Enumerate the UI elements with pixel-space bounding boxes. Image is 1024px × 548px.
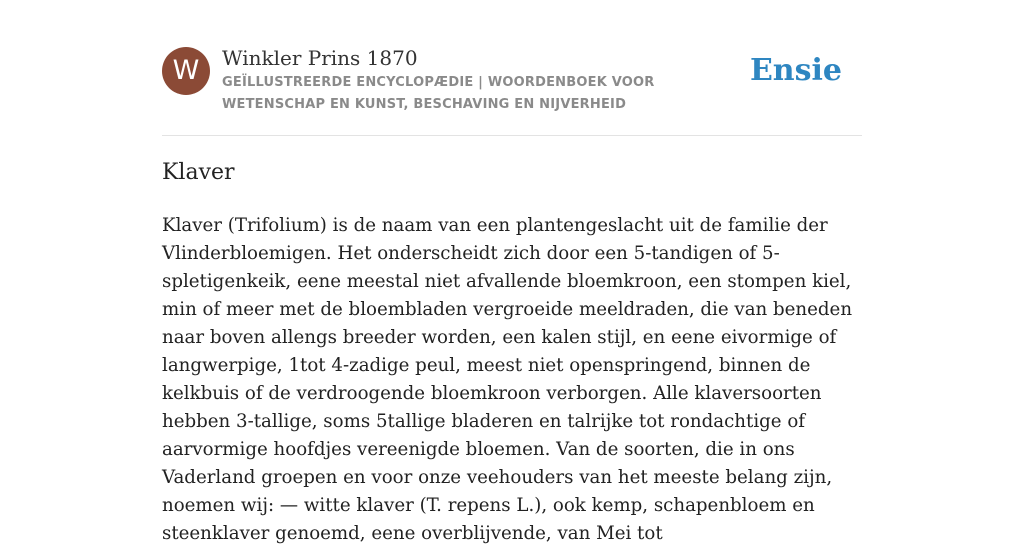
header-divider bbox=[162, 135, 862, 136]
source-subtitle: GEÏLLUSTREERDE ENCYCLOPÆDIE | WOORDENBOEK VOOR WETENSCHAP EN KUNST, BESCHAVING EN NIJVERHEID bbox=[222, 75, 655, 112]
ensie-logo-link[interactable]: Ensie bbox=[749, 53, 842, 88]
source-title-link[interactable]: Winkler Prins 1870 bbox=[222, 46, 418, 70]
source-header bbox=[162, 46, 862, 136]
article-body: Klaver (Trifolium) is de naam van een plantengeslacht uit de familie der Vlinderbloemigen. Het onderscheidt zich door een 5-tandigen of 5-spletigenkeik, eene meestal niet afvallende bloemkroon, een stompen kiel, min of meer met de bloembladen vergroeide meeldraden, die van beneden naar boven allengs breeder worden, een kalen stijl, en eene eivormige of langwerpige, 1tot 4-zadige peul, meest niet openspringend, binnen de kelkbuis of de verdroogende bloemkroon verborgen. Alle klaversoorten hebben 3-tallige, soms 5tallige bladeren en talrijke tot rondachtige of aarvormige hoofdjes vereenigde bloemen. Van de soorten, die in ons Vaderland groepen en voor onze veehouders van het meeste belang zijn, noemen wij: — witte klaver (T. repens L.), ook kemp, schapenbloem en steenklaver genoemd, eene overblijvende, van Mei tot bbox=[162, 215, 853, 544]
article-title: Klaver bbox=[162, 160, 235, 185]
source-avatar[interactable]: W bbox=[162, 47, 210, 95]
